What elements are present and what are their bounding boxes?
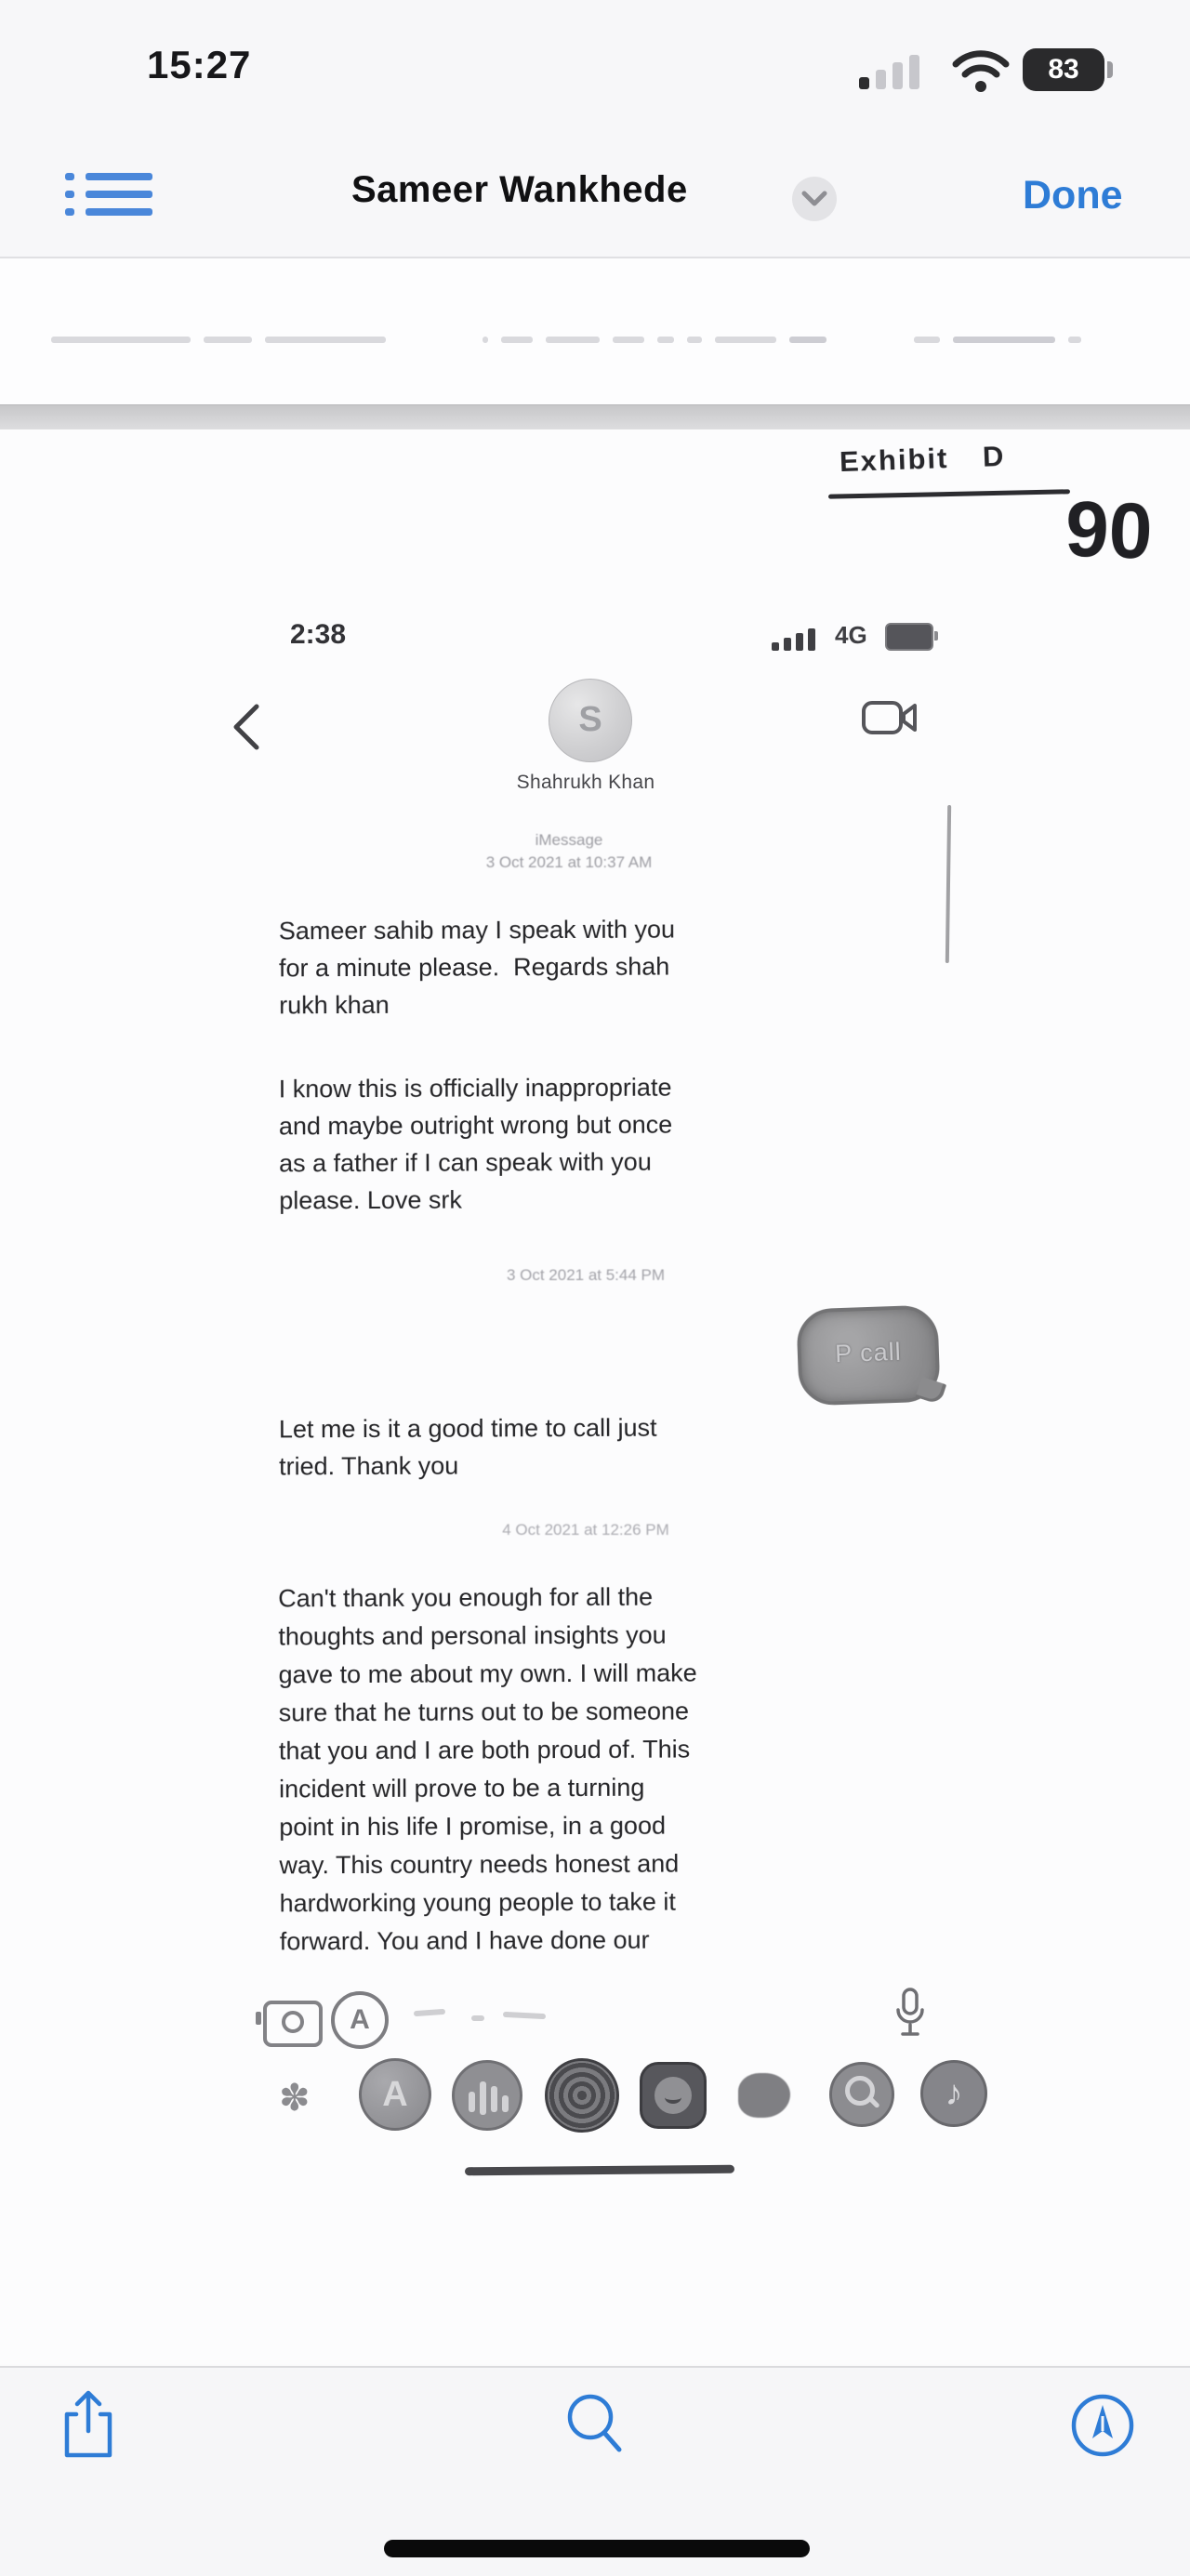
scan-status-time: 2:38 [290,619,347,650]
scan-digital-touch-app-icon [738,2073,790,2118]
scan-memoji-app-icon [640,2062,707,2129]
scan-camera-icon [263,2001,323,2047]
battery-indicator: 83 [1023,48,1104,91]
scan-music-app-icon: ♪ [920,2060,987,2127]
handwritten-exhibit-label: Exhibit D [839,439,1006,479]
wifi-icon [950,48,1012,93]
cellular-signal-icon [859,52,937,89]
markup-pen-icon [1067,2388,1138,2463]
scan-service-header [290,831,848,872]
scan-video-call-icon [861,697,919,738]
scan-home-indicator [465,2165,734,2176]
scan-photos-app-icon: ✽ [279,2078,311,2119]
scan-composer-placeholder-marks [414,2010,600,2021]
status-time: 15:27 [147,43,252,86]
battery-nub [1107,61,1113,78]
scan-message-received: Sameer sahib may I speak with you for a minute please. Regards shah rukh khan [278,915,676,1020]
search-button[interactable] [560,2388,634,2463]
scan-message-received: I know this is officially inappropriate and maybe outright wrong but once as a father if I can speak with you please. Love srk [278,1073,673,1215]
chevron-down-icon [801,190,827,208]
scan-sent-message-bubble [796,1304,941,1406]
scan-timestamp: 4 Oct 2021 at 12:26 PM [502,1521,669,1539]
scan-contact-name: Shahrukh Khan [516,772,655,793]
scan-message-received: Let me is it a good time to call just tried. Thank you [278,1413,657,1481]
divider-band [0,404,1190,430]
markup-button[interactable] [1067,2388,1142,2463]
page-preview-strip [0,258,1190,405]
share-button[interactable] [58,2388,132,2463]
exhibit-underline [828,489,1070,498]
handwritten-page-number: 90 [1064,484,1155,575]
scan-images-search-app-icon [829,2062,894,2127]
top-chrome [0,0,1190,258]
document-page[interactable] [0,429,1190,2364]
scan-sent-message-text: P call [834,1337,903,1368]
done-button[interactable]: Done [1023,173,1123,218]
thumbnails-list-button[interactable] [65,171,158,219]
scan-network-label: 4G [835,621,867,649]
scan-back-chevron-icon [231,703,262,751]
search-icon [560,2388,630,2463]
scan-activity-app-icon [545,2058,619,2133]
scan-audio-app-icon [452,2060,522,2131]
scan-app-store-icon: A [331,1991,389,2049]
scan-avatar [549,679,632,762]
scan-timestamp: 3 Oct 2021 at 5:44 PM [506,1266,666,1284]
title-dropdown-button[interactable] [792,177,837,221]
scan-mic-icon [894,1988,926,2040]
scan-message-received: Can't thank you enough for all the thoughts and personal insights you gave to me about my own. I will make sure that he turns out to be someone that you and I are both proud of. This incident will prove to be a turning point in his life I promise, in a good way. This country needs honest and hardworking young people to take it forward. You and I have done our [278,1582,697,1956]
scan-imessage-label: iMessage [535,831,603,849]
page-title[interactable]: Sameer Wankhede [351,169,688,210]
scan-app-store-app-icon: A [359,2058,431,2131]
share-icon [58,2388,119,2463]
faint-text-row [51,337,1181,344]
scan-cellular-icon [772,627,826,651]
scan-session-date: 3 Oct 2021 at 10:37 AM [485,853,653,871]
home-indicator[interactable] [384,2540,810,2557]
scan-avatar-initial: S [578,700,602,739]
scan-battery-icon [885,623,933,651]
scan-scroll-artifact-line [945,805,951,963]
